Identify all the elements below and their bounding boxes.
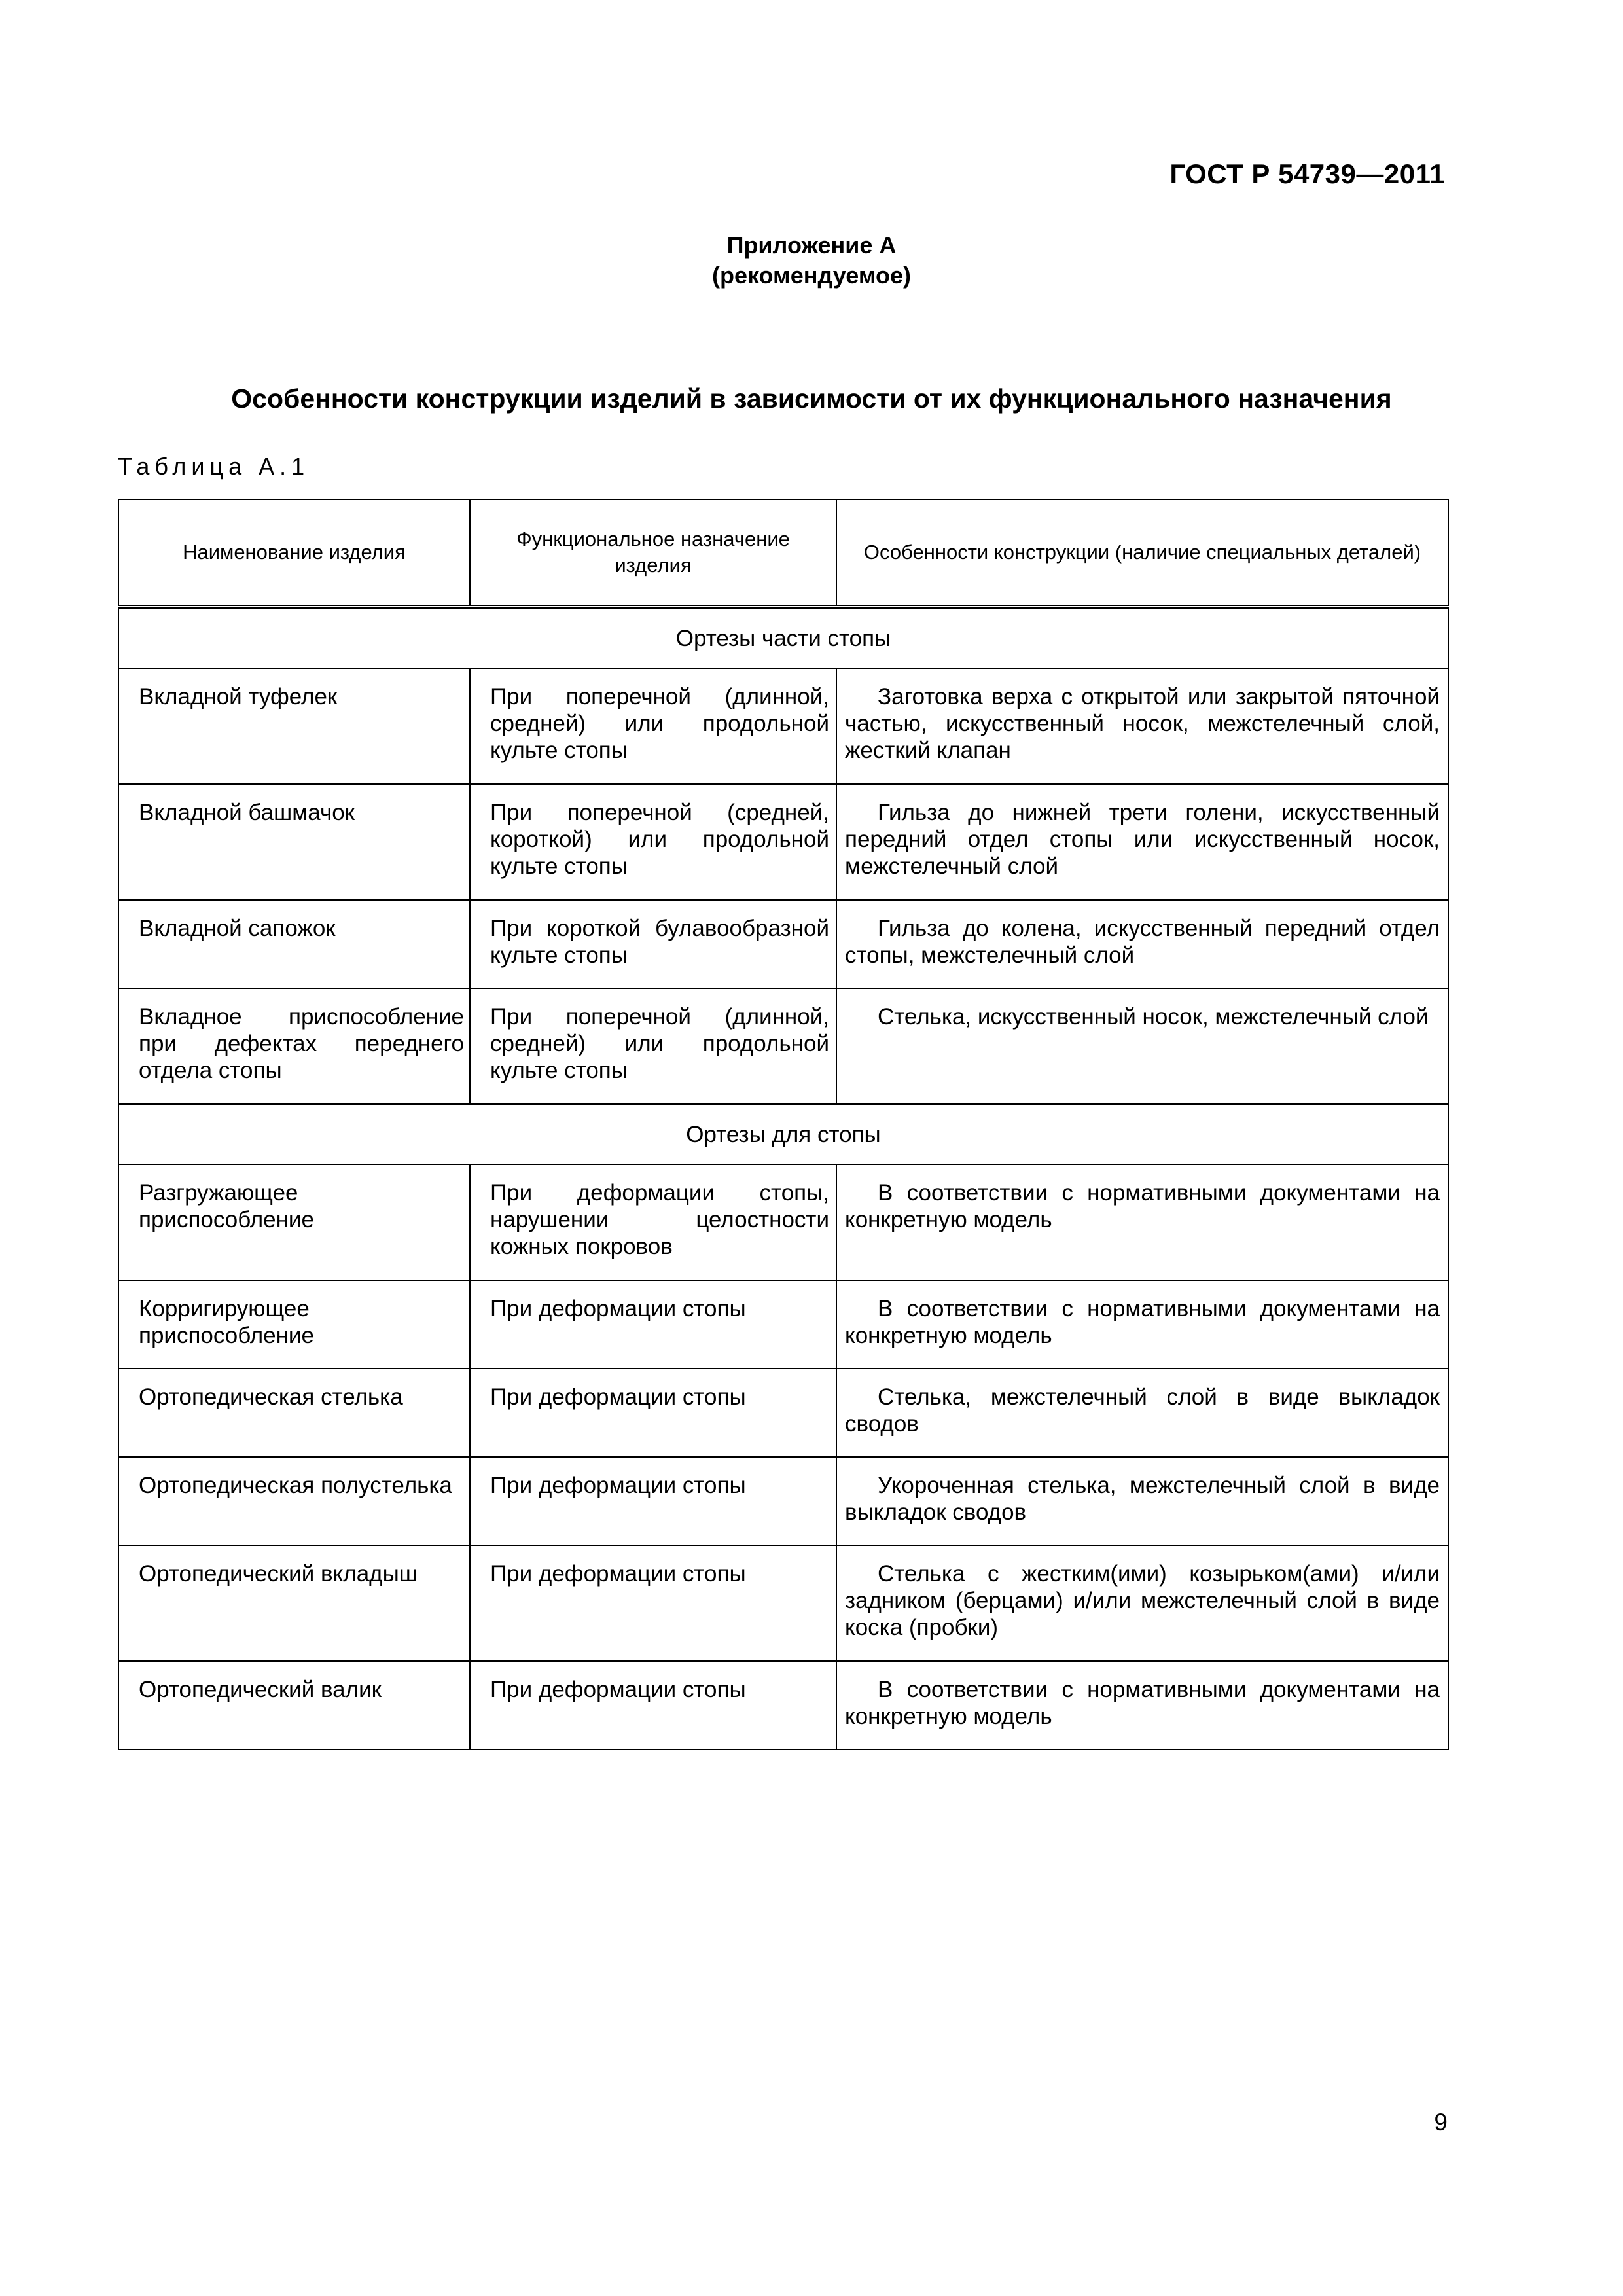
table-row [118, 668, 1448, 784]
table-header-row [118, 499, 1448, 607]
column-header-purpose: Функциональное назначение изделия [470, 499, 836, 607]
cell-features: В соответствии с нормативными документами на конкретную модель [836, 1280, 1448, 1369]
cell-purpose: При поперечной (длинной, средней) или продольной культе стопы [470, 988, 836, 1104]
table-row [118, 1164, 1448, 1280]
cell-name: Ортопедическая полустелька [118, 1457, 470, 1545]
table-label: Таблица А.1 [118, 453, 310, 480]
main-title: Особенности конструкции изделий в зависимости от их функционального назначения [231, 384, 1392, 414]
annex-status: (рекомендуемое) [712, 262, 911, 289]
cell-name: Корригирующее приспособление [118, 1280, 470, 1369]
document-code: ГОСТ Р 54739—2011 [1169, 158, 1445, 189]
section-title: Ортезы части стопы [118, 607, 1448, 668]
cell-features: Стелька с жестким(ими) козырьком(ами) и/или задником (берцами) и/или межстелечный слой в виде коска (пробки) [836, 1545, 1448, 1661]
table-row [118, 988, 1448, 1104]
page-number: 9 [1434, 2109, 1448, 2136]
section-row [118, 1104, 1448, 1164]
table-row [118, 1280, 1448, 1369]
cell-name: Вкладной туфелек [118, 668, 470, 784]
cell-name: Ортопедическая стелька [118, 1369, 470, 1457]
cell-features: Укороченная стелька, межстелечный слой в виде выкладок сводов [836, 1457, 1448, 1545]
annex-title: Приложение А [726, 232, 897, 259]
section-title: Ортезы для стопы [118, 1104, 1448, 1164]
column-header-features: Особенности конструкции (наличие специальных деталей) [836, 499, 1448, 607]
table-row [118, 1369, 1448, 1457]
cell-features: Гильза до колена, искусственный передний отдел стопы, межстелечный слой [836, 900, 1448, 988]
cell-purpose: При деформации стопы [470, 1280, 836, 1369]
cell-features: Гильза до нижней трети голени, искусственный передний отдел стопы или искусственный носок, межстелечный слой [836, 784, 1448, 900]
cell-purpose: При поперечной (длинной, средней) или продольной культе стопы [470, 668, 836, 784]
cell-purpose: При короткой булавообразной культе стопы [470, 900, 836, 988]
cell-features: Заготовка верха с открытой или закрытой пяточной частью, искусственный носок, межстелечный слой, жесткий клапан [836, 668, 1448, 784]
cell-features: В соответствии с нормативными документами на конкретную модель [836, 1164, 1448, 1280]
cell-name: Вкладной башмачок [118, 784, 470, 900]
cell-name: Разгружающее приспособление [118, 1164, 470, 1280]
cell-features: Стелька, межстелечный слой в виде выкладок сводов [836, 1369, 1448, 1457]
cell-purpose: При деформации стопы [470, 1661, 836, 1749]
cell-features: В соответствии с нормативными документами на конкретную модель [836, 1661, 1448, 1749]
annex-heading [0, 230, 1623, 291]
cell-purpose: При деформации стопы [470, 1545, 836, 1661]
cell-features: Стелька, искусственный носок, межстелечный слой [836, 988, 1448, 1104]
cell-purpose: При деформации стопы, нарушении целостности кожных покровов [470, 1164, 836, 1280]
cell-name: Вкладной сапожок [118, 900, 470, 988]
cell-name: Ортопедический вкладыш [118, 1545, 470, 1661]
section-row [118, 607, 1448, 668]
table-row [118, 1661, 1448, 1749]
table-row [118, 900, 1448, 988]
table-row [118, 1545, 1448, 1661]
spec-table [118, 499, 1449, 1750]
table-row [118, 784, 1448, 900]
cell-purpose: При поперечной (средней, короткой) или продольной культе стопы [470, 784, 836, 900]
table-row [118, 1457, 1448, 1545]
cell-name: Ортопедический валик [118, 1661, 470, 1749]
cell-name: Вкладное приспособление при дефектах переднего отдела стопы [118, 988, 470, 1104]
cell-purpose: При деформации стопы [470, 1457, 836, 1545]
cell-purpose: При деформации стопы [470, 1369, 836, 1457]
column-header-name: Наименование изделия [118, 499, 470, 607]
